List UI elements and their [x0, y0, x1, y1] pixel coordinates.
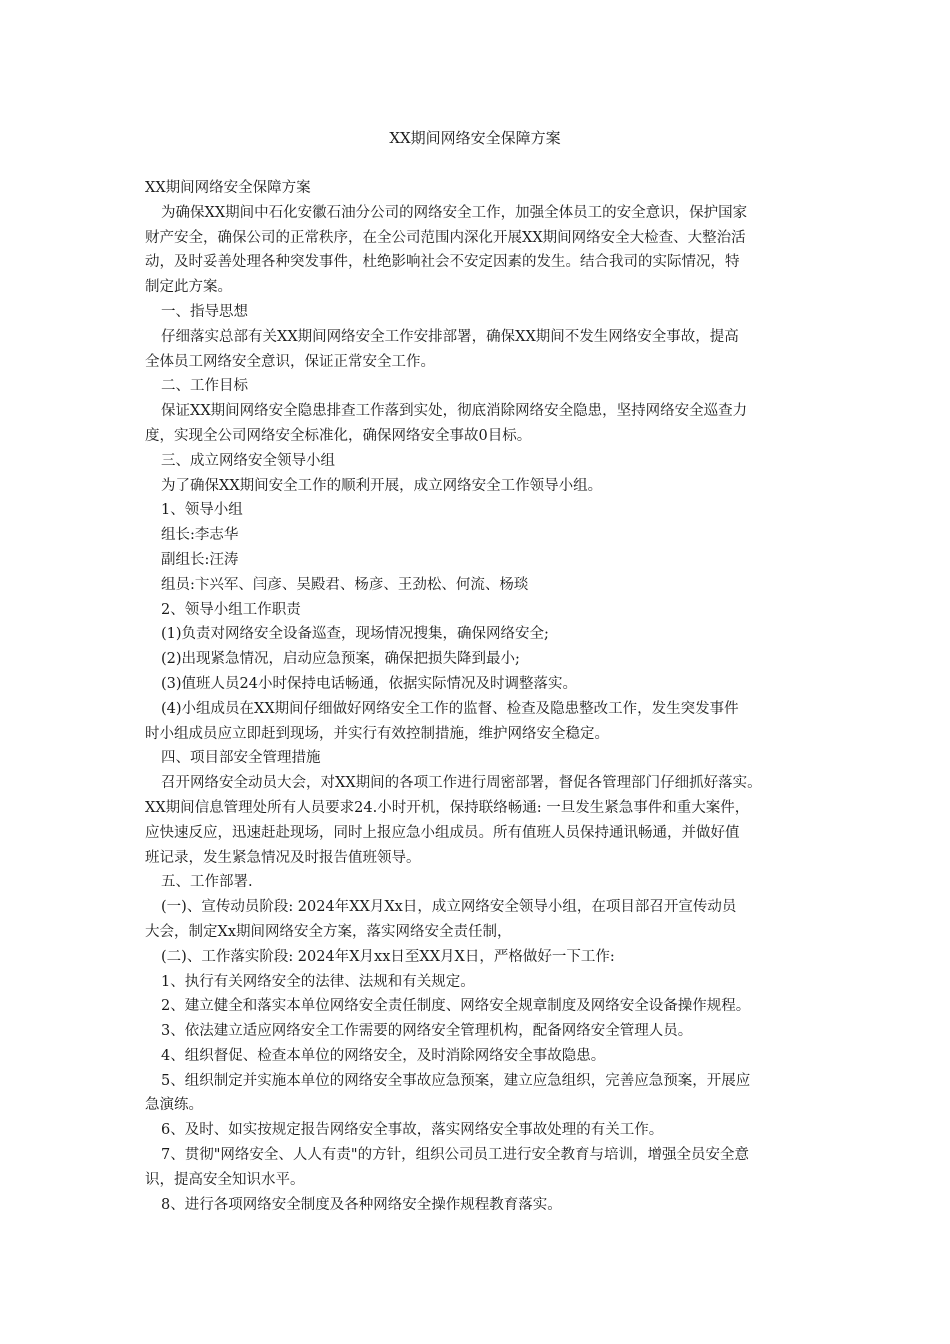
text-line: 财产安全，确保公司的正常秩序，在全公司范围内深化开展XX期间网络安全大检查、大整治活	[145, 229, 746, 246]
text-line: 仔细落实总部有关XX期间网络安全工作安排部署，确保XX期间不发生网络安全事故，提高	[161, 328, 739, 345]
text-line: 五、工作部署.	[161, 874, 253, 891]
text-line: 为了确保XX期间安全工作的顺利开展，成立网络安全工作领导小组。	[161, 477, 603, 494]
page-title: XX期间网络安全保障方案	[389, 129, 561, 147]
text-line: 应快速反应，迅速赶赴现场，同时上报应急小组成员。所有值班人员保持通讯畅通，并做好值	[145, 824, 740, 841]
text-line: 三、成立网络安全领导小组	[161, 452, 335, 469]
text-line: 8、进行各项网络安全制度及各种网络安全操作规程教育落实。	[161, 1196, 562, 1213]
text-line: (1)负责对网络安全设备巡查，现场情况搜集，确保网络安全;	[161, 626, 549, 643]
text-line: 2、领导小组工作职责	[161, 601, 301, 618]
text-line: 4、组织督促、检查本单位的网络安全，及时消除网络安全事故隐患。	[161, 1047, 606, 1064]
text-line: 制定此方案。	[145, 279, 232, 296]
text-line: (2)出现紧急情况，启动应急预案，确保把损失降到最小;	[161, 651, 520, 668]
text-line: 为确保XX期间中石化安徽石油分公司的网络安全工作，加强全体员工的安全意识，保护国家	[161, 204, 748, 221]
text-line: 大会，制定Xx期间网络安全方案，落实网络安全责任制，	[145, 923, 512, 940]
text-line: 召开网络安全动员大会，对XX期间的各项工作进行周密部署，督促各管理部门仔细抓好落实。	[161, 775, 762, 792]
text-line: 一、指导思想	[161, 303, 248, 320]
text-line: 3、依法建立适应网络安全工作需要的网络安全管理机构，配备网络安全管理人员。	[161, 1023, 693, 1040]
text-line: XX期间网络安全保障方案	[145, 180, 311, 196]
text-line: 时小组成员应立即赶到现场，并实行有效控制措施，维护网络安全稳定。	[145, 725, 609, 742]
text-line: 保证XX期间网络安全隐患排查工作落到实处，彻底消除网络安全隐患，坚持网络安全巡查力	[161, 403, 748, 420]
text-line: 1、执行有关网络安全的法律、法规和有关规定。	[161, 973, 475, 990]
document-body	[145, 176, 810, 1217]
text-line: 组长:李志华	[161, 527, 239, 544]
text-line: 组员:卞兴军、闫彦、吴殿君、杨彦、王劲松、何流、杨琰	[161, 576, 529, 593]
text-line: (4)小组成员在XX期间仔细做好网络安全工作的监督、检查及隐患整改工作，发生突发事件	[161, 700, 739, 717]
text-line: 班记录，发生紧急情况及时报告值班领导。	[145, 849, 421, 866]
text-line: 急演练。	[145, 1097, 203, 1114]
text-line: (3)值班人员24小时保持电话畅通，依据实际情况及时调整落实。	[161, 675, 577, 692]
text-line: 度，实现全公司网络安全标准化，确保网络安全事故0目标。	[145, 427, 532, 444]
text-line: 识，提高安全知识水平。	[145, 1171, 305, 1188]
text-line: (二)、工作落实阶段: 2024年X月xx日至XX月X日，严格做好一下工作:	[161, 948, 615, 965]
text-line: 5、组织制定并实施本单位的网络安全事故应急预案，建立应急组织，完善应急预案，开展应	[161, 1072, 751, 1089]
text-line: 四、项目部安全管理措施	[161, 750, 321, 767]
text-line: 全体员工网络安全意识，保证正常安全工作。	[145, 353, 435, 370]
text-line: 二、工作目标	[161, 378, 248, 395]
text-line: 6、及时、如实按规定报告网络安全事故，落实网络安全事故处理的有关工作。	[161, 1122, 664, 1139]
text-line: 7、贯彻"网络安全、人人有责"的方针，组织公司员工进行安全教育与培训，增强全员安全意	[161, 1147, 750, 1164]
text-line: 2、建立健全和落实本单位网络安全责任制度、网络安全规章制度及网络安全设备操作规程。	[161, 998, 751, 1015]
text-line: 动，及时妥善处理各种突发事件，杜绝影响社会不安定因素的发生。结合我司的实际情况，特	[145, 254, 740, 271]
text-line: 副组长:汪涛	[161, 551, 239, 568]
text-line: (一)、宣传动员阶段: 2024年XX月Xx日，成立网络安全领导小组，在项目部召开宣传动员	[161, 899, 737, 916]
text-line: 1、领导小组	[161, 502, 243, 519]
text-line: XX期间信息管理处所有人员要求24.小时开机，保持联络畅通: 一旦发生紧急事件和重大案件，	[145, 799, 750, 816]
